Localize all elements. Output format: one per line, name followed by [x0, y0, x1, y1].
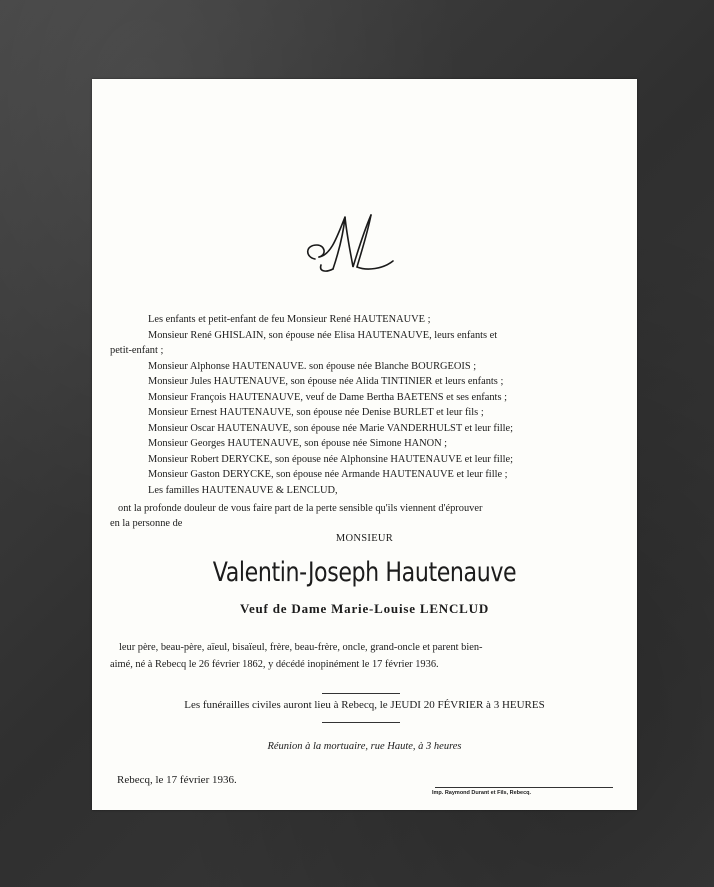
monogram-m-icon [297, 207, 407, 282]
divider-top [322, 693, 400, 694]
place-date: Rebecq, le 17 février 1936. [117, 774, 237, 786]
divider-bottom [322, 722, 400, 723]
deceased-name: Valentin-Joseph Hautenauve [212, 557, 517, 588]
announcement-line: ont la profonde douleur de vous faire part de la perte sensible qu'ils viennent d'éprouver [118, 503, 483, 514]
family-line: Monsieur Oscar HAUTENAUVE, son épouse née Marie VANDERHULST et leur fille; [148, 422, 514, 434]
family-line: Monsieur François HAUTENAUVE, veuf de Dame Bertha BAETENS et ses enfants ; [148, 391, 507, 403]
family-line: Monsieur Gaston DERYCKE, son épouse née Armande HAUTENAUVE et leur fille ; [148, 469, 508, 480]
relations-line: aimé, né à Rebecq le 26 février 1862, y décédé inopinément le 17 février 1936. [110, 659, 439, 670]
printer-rule [435, 787, 613, 788]
family-line: Les enfants et petit-enfant de feu Monsieur René HAUTENAUVE ; [148, 314, 431, 325]
family-line: petit-enfant ; [110, 345, 164, 356]
funeral-details: Les funérailles civiles auront lieu à Rebecq, le JEUDI 20 FÉVRIER à 3 HEURES [184, 699, 545, 711]
funeral-notice-card [92, 79, 637, 810]
honorific: MONSIEUR [335, 533, 394, 544]
announcement-line: en la personne de [110, 518, 183, 529]
reunion-details: Réunion à la mortuaire, rue Haute, à 3 heures [267, 741, 462, 752]
family-line: Les familles HAUTENAUVE & LENCLUD, [148, 484, 338, 496]
family-line: Monsieur Robert DERYCKE, son épouse née Alphonsine HAUTENAUVE et leur fille; [148, 453, 514, 465]
family-line: Monsieur Georges HAUTENAUVE, son épouse née Simone HANON ; [148, 438, 448, 449]
family-line: Monsieur Alphonse HAUTENAUVE. son épouse née Blanche BOURGEOIS ; [148, 360, 477, 372]
widower-line: Veuf de Dame Marie-Louise LENCLUD [239, 601, 490, 616]
relations-line: leur père, beau-père, aïeul, bisaïeul, frère, beau-frère, oncle, grand-oncle et parent bien- [119, 642, 483, 653]
family-line: Monsieur Ernest HAUTENAUVE, son épouse née Denise BURLET et leur fils ; [148, 407, 484, 418]
family-line: Monsieur René GHISLAIN, son épouse née Elisa HAUTENAUVE, leurs enfants et [148, 329, 498, 341]
family-line: Monsieur Jules HAUTENAUVE, son épouse née Alida TINTINIER et leurs enfants ; [148, 376, 504, 387]
printer-credit: Imp. Raymond Durant et Fils, Rebecq. [432, 790, 532, 796]
